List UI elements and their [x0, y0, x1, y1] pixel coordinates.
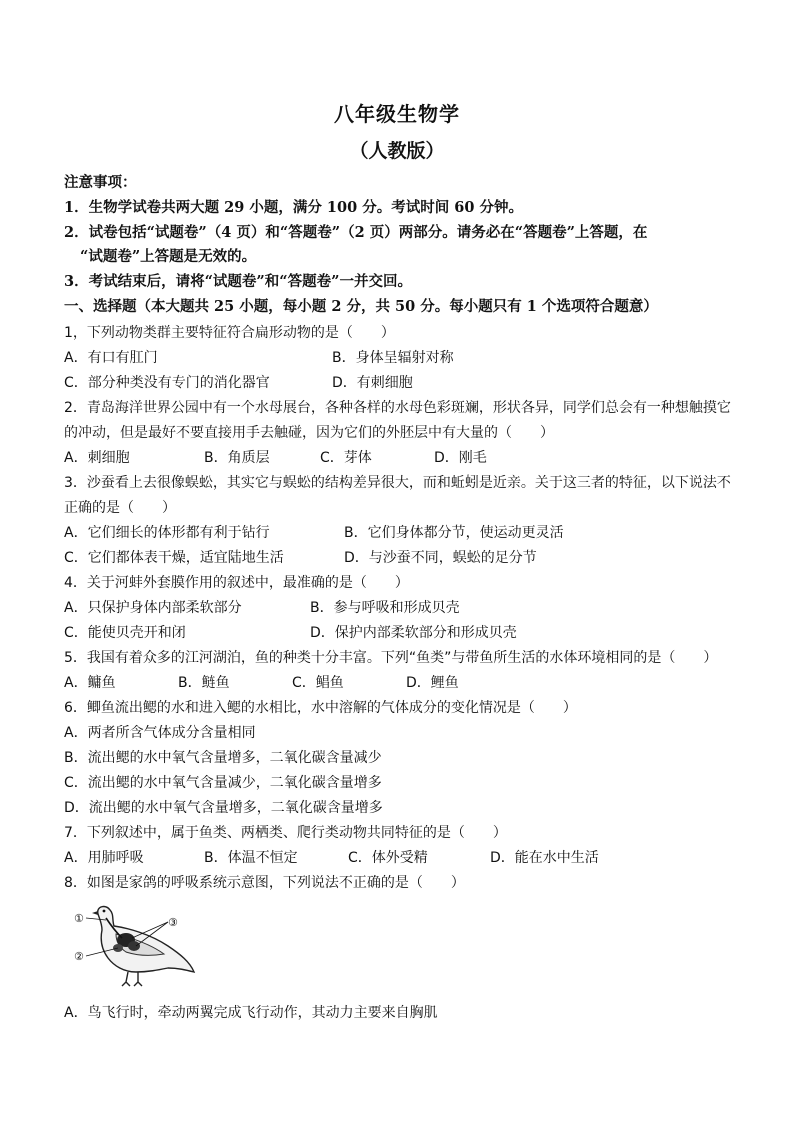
option-b: B．参与呼吸和形成贝壳 — [310, 600, 460, 616]
notes-heading: 注意事项： — [64, 174, 137, 191]
option-d: D．能在水中生活 — [490, 850, 599, 866]
option-a: A．刺细胞 — [64, 450, 130, 466]
option-d: D．有刺细胞 — [332, 375, 413, 391]
pigeon-respiratory-diagram — [72, 900, 222, 990]
question-stem: 8．如图是家鸽的呼吸系统示意图，下列说法不正确的是（ ） — [64, 875, 465, 891]
option-a: A．有口有肛门 — [64, 350, 158, 366]
option-b: B．它们身体都分节，使运动更灵活 — [344, 525, 564, 541]
option-b: B．鲢鱼 — [178, 675, 230, 691]
option-a: A．鳙鱼 — [64, 675, 116, 691]
option-d: D．保护内部柔软部分和形成贝壳 — [310, 625, 517, 641]
option-c: C．它们都体表干燥，适宜陆地生活 — [64, 550, 284, 566]
note-2-cont: “试题卷”上答题是无效的。 — [80, 248, 257, 265]
question-stem-cont: 正确的是（ ） — [64, 500, 176, 516]
option-d: D．流出鳃的水中氧气含量增多，二氧化碳含量增多 — [64, 800, 383, 816]
option-b: B．流出鳃的水中氧气含量增多，二氧化碳含量减少 — [64, 750, 382, 766]
page-title: 八年级生物学 — [334, 102, 460, 126]
label-2: ② — [74, 950, 84, 963]
option-c: C．流出鳃的水中氧气含量减少，二氧化碳含量增多 — [64, 775, 382, 791]
note-2: 2．试卷包括“试题卷”（4 页）和“答题卷”（2 页）两部分。请务必在“答题卷”上答题，在 — [64, 224, 648, 241]
option-a: A．两者所含气体成分含量相同 — [64, 725, 256, 741]
question-stem: 1，下列动物类群主要特征符合扁形动物的是（ ） — [64, 325, 395, 341]
option-b: B．身体呈辐射对称 — [332, 350, 454, 366]
option-c: C．鲳鱼 — [292, 675, 344, 691]
label-3: ③ — [168, 916, 178, 929]
page-subtitle: （人教版） — [349, 140, 445, 162]
option-d: D．与沙蚕不同，蜈蚣的足分节 — [344, 550, 537, 566]
option-a: A．它们细长的体形都有利于钻行 — [64, 525, 270, 541]
option-b: B．角质层 — [204, 450, 270, 466]
note-1: 1．生物学试卷共两大题 29 小题，满分 100 分。考试时间 60 分钟。 — [64, 199, 523, 216]
section-heading: 一、选择题（本大题共 25 小题，每小题 2 分，共 50 分。每小题只有 1 个选项符合题意） — [64, 298, 658, 315]
question-stem: 5．我国有着众多的江河湖泊，鱼的种类十分丰富。下列“鱼类”与带鱼所生活的水体环境相同的是（ ） — [64, 650, 718, 666]
option-d: D．刚毛 — [434, 450, 487, 466]
option-c: C．部分种类没有专门的消化器官 — [64, 375, 270, 391]
option-c: C．芽体 — [320, 450, 372, 466]
question-stem: 7．下列叙述中，属于鱼类、两栖类、爬行类动物共同特征的是（ ） — [64, 825, 507, 841]
option-a: A．只保护身体内部柔软部分 — [64, 600, 242, 616]
question-stem: 6．鲫鱼流出鳃的水和进入鳃的水相比，水中溶解的气体成分的变化情况是（ ） — [64, 700, 577, 716]
option-a: A．用肺呼吸 — [64, 850, 144, 866]
option-d: D．鲤鱼 — [406, 675, 459, 691]
label-1: ① — [74, 912, 84, 925]
question-stem: 2．青岛海洋世界公园中有一个水母展台，各种各样的水母色彩斑斓，形状各异，同学们总会有一种想触摸它 — [64, 400, 731, 416]
option-c: C．能使贝壳开和闭 — [64, 625, 186, 641]
option-a: A．鸟飞行时，牵动两翼完成飞行动作，其动力主要来自胸肌 — [64, 1005, 438, 1021]
option-b: B．体温不恒定 — [204, 850, 298, 866]
question-stem: 3．沙蚕看上去很像蜈蚣，其实它与蜈蚣的结构差异很大，而和蚯蚓是近亲。关于这三者的特征，以下说法不 — [64, 475, 731, 491]
question-stem: 4．关于河蚌外套膜作用的叙述中，最准确的是（ ） — [64, 575, 409, 591]
note-3: 3．考试结束后，请将“试题卷”和“答题卷”一并交回。 — [64, 273, 412, 290]
option-c: C．体外受精 — [348, 850, 428, 866]
question-stem-cont: 的冲动，但是最好不要直接用手去触碰，因为它们的外胚层中有大量的（ ） — [64, 425, 554, 441]
